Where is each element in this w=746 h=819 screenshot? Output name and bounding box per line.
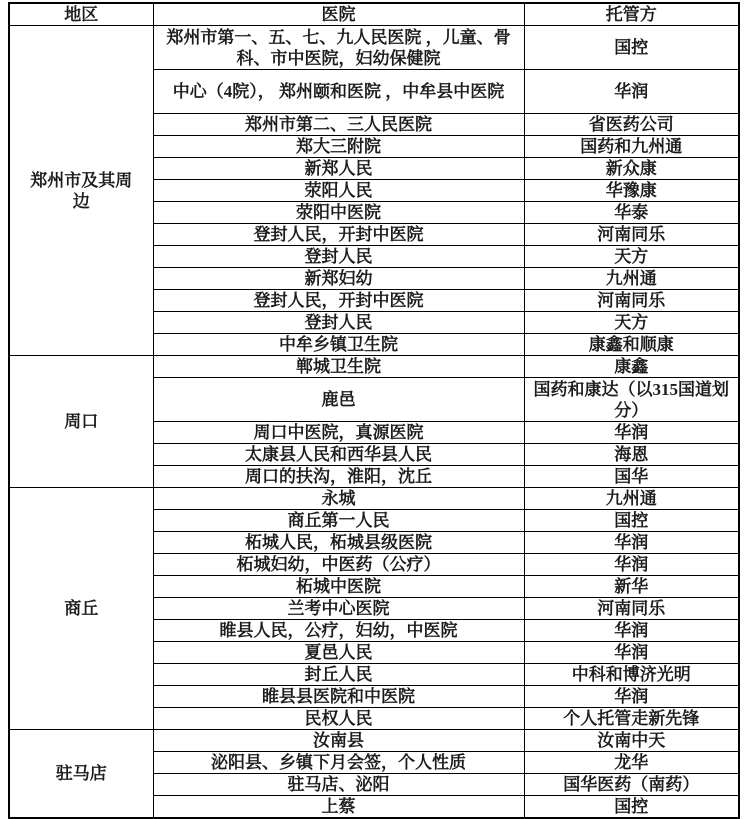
trustee-cell: 河南同乐 (524, 290, 739, 312)
hospital-cell: 周口中医院，真源医院 (153, 422, 524, 444)
hospital-cell: 柘城妇幼，中医药（公疗） (153, 554, 524, 576)
hospital-cell: 兰考中心医院 (153, 598, 524, 620)
trustee-cell: 国控 (524, 510, 739, 532)
hospital-cell: 郑大三附院 (153, 136, 524, 158)
hospital-cell: 郑州市第二、三人民医院 (153, 114, 524, 136)
hospital-cell: 太康县人民和西华县人民 (153, 444, 524, 466)
trustee-cell: 汝南中天 (524, 730, 739, 752)
hospital-cell: 登封人民，开封中医院 (153, 224, 524, 246)
region-cell: 郑州市及其周边 (9, 26, 153, 356)
hospital-cell: 郸城卫生院 (153, 356, 524, 378)
trustee-cell: 华泰 (524, 202, 739, 224)
trustee-cell: 九州通 (524, 488, 739, 510)
trustee-cell: 中科和博济光明 (524, 664, 739, 686)
trustee-cell: 华润 (524, 620, 739, 642)
hospital-cell: 商丘第一人民 (153, 510, 524, 532)
trustee-cell: 华润 (524, 554, 739, 576)
table-body (9, 26, 739, 819)
hospital-cell: 鹿邑 (153, 378, 524, 422)
trustee-cell: 国药和九州通 (524, 136, 739, 158)
hospital-cell: 柘城中医院 (153, 576, 524, 598)
trustee-cell: 九州通 (524, 268, 739, 290)
hospital-cell: 新郑妇幼 (153, 268, 524, 290)
trustee-cell: 天方 (524, 312, 739, 334)
trustee-cell: 河南同乐 (524, 224, 739, 246)
hospital-cell: 登封人民 (153, 312, 524, 334)
hospital-cell: 郑州市第一、五、七、九人民医院 ，儿童、骨科、市中医院，妇幼保健院 (153, 26, 524, 70)
hospital-cell: 驻马店、泌阳 (153, 774, 524, 796)
header-trustee: 托管方 (524, 3, 739, 26)
trustee-cell: 新众康 (524, 158, 739, 180)
trustee-cell: 省医药公司 (524, 114, 739, 136)
hospital-cell: 民权人民 (153, 708, 524, 730)
hospital-cell: 荥阳人民 (153, 180, 524, 202)
hospital-cell: 永城 (153, 488, 524, 510)
trustee-cell: 华润 (524, 686, 739, 708)
hospital-cell: 汝南县 (153, 730, 524, 752)
header-hospital: 医院 (153, 3, 524, 26)
trustee-cell: 个人托管走新先锋 (524, 708, 739, 730)
hospital-cell: 登封人民 (153, 246, 524, 268)
trustee-cell: 国华医药（南药） (524, 774, 739, 796)
trustee-cell: 华润 (524, 422, 739, 444)
trustee-cell: 国药和康达（以315国道划分） (524, 378, 739, 422)
header-row (9, 3, 739, 26)
trustee-cell: 华豫康 (524, 180, 739, 202)
trustee-cell: 国控 (524, 796, 739, 819)
region-cell: 周口 (9, 356, 153, 488)
hospital-cell: 睢县县医院和中医院 (153, 686, 524, 708)
trustee-cell: 河南同乐 (524, 598, 739, 620)
hospital-cell: 睢县人民，公疗，妇幼，中医院 (153, 620, 524, 642)
trustee-cell: 华润 (524, 532, 739, 554)
trustee-cell: 国华 (524, 466, 739, 488)
hospital-cell: 柘城人民，柘城县级医院 (153, 532, 524, 554)
trustee-cell: 海恩 (524, 444, 739, 466)
region-cell: 驻马店 (9, 730, 153, 819)
hospital-cell: 新郑人民 (153, 158, 524, 180)
header-region: 地区 (9, 3, 153, 26)
trustee-cell: 天方 (524, 246, 739, 268)
hospital-cell: 登封人民，开封中医院 (153, 290, 524, 312)
trustee-cell: 华润 (524, 642, 739, 664)
table-row (9, 356, 739, 378)
trustee-cell: 新华 (524, 576, 739, 598)
hospital-cell: 荥阳中医院 (153, 202, 524, 224)
table-row (9, 730, 739, 752)
trustee-cell: 国控 (524, 26, 739, 70)
hospital-cell: 周口的扶沟，淮阳，沈丘 (153, 466, 524, 488)
table-row (9, 488, 739, 510)
trustee-cell: 华润 (524, 70, 739, 114)
hospital-cell: 中心（4院）， 郑州颐和医院 ，中牟县中医院 (153, 70, 524, 114)
region-cell: 商丘 (9, 488, 153, 730)
hospital-cell: 泌阳县、乡镇下月会签，个人性质 (153, 752, 524, 774)
trustee-cell: 康鑫 (524, 356, 739, 378)
table-row (9, 26, 739, 70)
hospital-cell: 中牟乡镇卫生院 (153, 334, 524, 356)
trustee-cell: 康鑫和顺康 (524, 334, 739, 356)
hospital-trustee-table (8, 2, 740, 819)
hospital-cell: 夏邑人民 (153, 642, 524, 664)
hospital-cell: 上蔡 (153, 796, 524, 819)
hospital-cell: 封丘人民 (153, 664, 524, 686)
trustee-cell: 龙华 (524, 752, 739, 774)
